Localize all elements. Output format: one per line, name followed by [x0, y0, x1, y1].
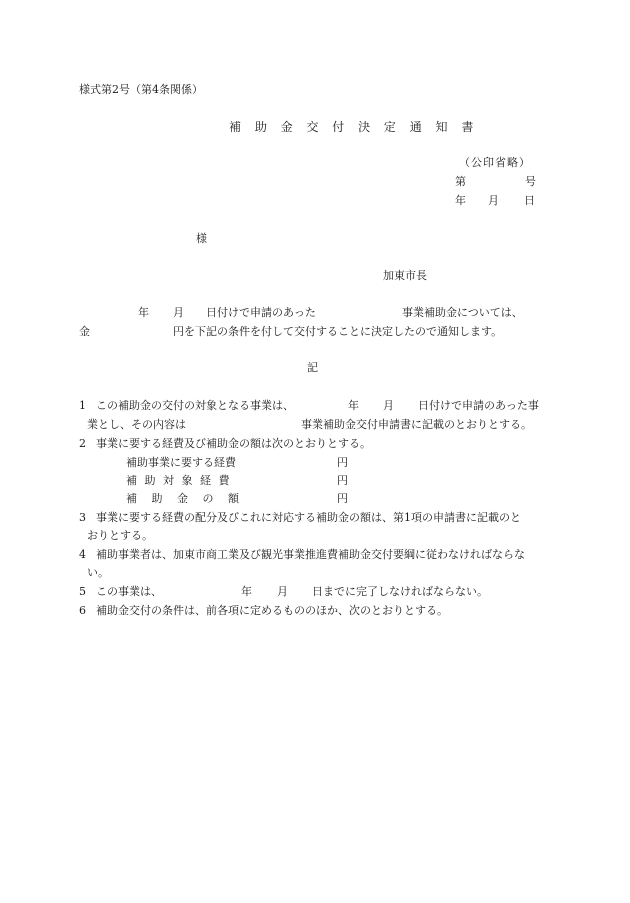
item-3-line2: おりとする。 — [87, 529, 153, 542]
item-4-line1: 補助事業者は、加東市商工業及び観光事業推進費補助金交付要綱に従わなければならな — [96, 548, 525, 561]
date-month: 月 — [488, 194, 499, 207]
item-6-text: 補助金交付の条件は、前各項に定めるもののほか、次のとおりとする。 — [96, 604, 448, 617]
intro-day-text: 日付けで申請のあった — [206, 306, 316, 319]
item-1-line2-a: 業とし、その内容は — [87, 418, 186, 431]
item-5-text-a: この事業は、 — [96, 585, 162, 598]
item-2-row-2-label: 補 助 対 象 経 費 — [126, 474, 232, 487]
item-2-row-1-unit: 円 — [337, 456, 348, 469]
item-1-number: 1 — [79, 399, 86, 412]
item-4-line2: い。 — [87, 566, 109, 579]
item-5-text-d: 日までに完了しなければならない。 — [312, 585, 488, 598]
item-3-number: 3 — [79, 511, 86, 524]
item-2-row-2-unit: 円 — [337, 474, 348, 487]
item-5-month: 月 — [277, 585, 288, 598]
item-1-month: 月 — [383, 399, 394, 412]
date-year: 年 — [455, 194, 466, 207]
intro-month: 月 — [173, 306, 184, 319]
document-title: 補 助 金 交 付 決 定 通 知 書 — [229, 120, 479, 134]
item-2-number: 2 — [79, 437, 86, 450]
seal-omitted-note: （公印省略） — [459, 156, 531, 169]
intro-year: 年 — [138, 306, 149, 319]
form-number: 様式第2号（第4条関係） — [79, 83, 203, 96]
intro-amount-text: 円を下記の条件を付して交付することに決定したので通知します。 — [173, 325, 503, 338]
item-5-number: 5 — [79, 585, 86, 598]
intro-program-text: 事業補助金については、 — [402, 306, 523, 319]
item-5-year: 年 — [241, 585, 252, 598]
item-1-text-a: この補助金の交付の対象となる事業は、 — [96, 399, 294, 412]
item-2-row-3-unit: 円 — [337, 492, 348, 505]
item-2-text: 事業に要する経費及び補助金の額は次のとおりとする。 — [96, 437, 371, 450]
item-4-number: 4 — [79, 548, 86, 561]
ki-heading: 記 — [307, 361, 318, 374]
item-3-line1: 事業に要する経費の配分及びこれに対応する補助金の額は、第1項の申請書に記載のと — [96, 511, 521, 524]
item-1-line2-b: 事業補助金交付申請書に記載のとおりとする。 — [301, 418, 532, 431]
date-day: 日 — [524, 194, 535, 207]
item-6-number: 6 — [79, 604, 86, 617]
document-number-prefix: 第 — [455, 175, 466, 188]
item-2-row-3-label: 補 助 金 の 額 — [126, 492, 239, 505]
intro-amount-prefix: 金 — [79, 325, 90, 338]
issuer-name: 加東市長 — [383, 269, 427, 282]
document-number-suffix: 号 — [525, 175, 536, 188]
recipient-honorific: 様 — [196, 232, 207, 245]
item-1-text-d: 日付けで申請のあった事 — [418, 399, 539, 412]
item-2-row-1-label: 補助事業に要する経費 — [126, 456, 236, 469]
item-1-year: 年 — [348, 399, 359, 412]
